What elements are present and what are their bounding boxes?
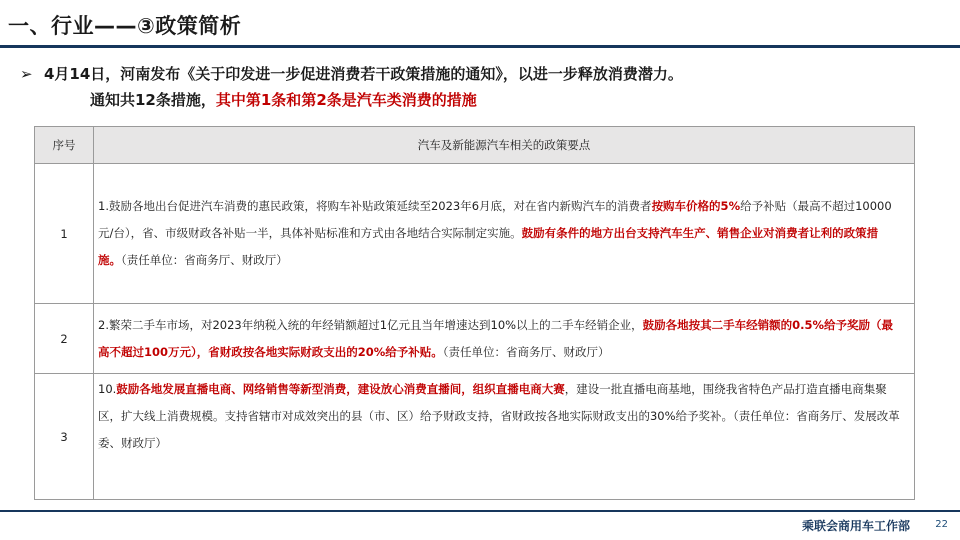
- highlight-segment: 鼓励有条件的地方出台支持汽车生产、销售企业对消费者让利的政策措施。: [98, 226, 879, 267]
- table-header-row: [35, 127, 915, 164]
- text-segment: 2.繁荣二手车市场，对2023年纳税入统的年经销额超过1亿元且当年增速达到10%以上的二手车经销企业，: [98, 317, 643, 332]
- footer-org: 乘联会商用车工作部: [801, 519, 910, 533]
- highlight-segment: 鼓励各地按其二手车经销额的0.5%给予奖励（最高不超过100万元），省财政按各地实际财政支出的20%给予补贴。: [98, 317, 894, 359]
- intro-line-1: [20, 63, 683, 84]
- page-title: 一、行业——③政策简析: [8, 14, 242, 38]
- intro-line-2: [90, 89, 477, 110]
- row-number: 3: [35, 374, 94, 500]
- header-policy: 汽车及新能源汽车相关的政策要点: [94, 127, 915, 164]
- row-number: 1: [35, 164, 94, 304]
- table-row: [35, 374, 915, 500]
- table-row: [35, 164, 915, 304]
- policy-table: [34, 126, 915, 500]
- row-number: 2: [35, 304, 94, 374]
- text-segment: ，建设一批直播电商基地，围绕我省特色产品打造直播电商集聚区，扩大线上消费规模。支持省辖市对成效突出的县（市、区）给予财政支持，省财政按各地实际财政支出的30%给予奖补。（责任单位：省商务厅、发展改革委、财政厅）: [98, 382, 900, 450]
- footer-divider: [0, 510, 960, 512]
- text-segment: （责任单位：省商务厅、财政厅）: [442, 344, 610, 359]
- header-seq: 序号: [35, 127, 94, 164]
- arrow-bullet-icon: ➢: [20, 65, 33, 83]
- text-segment: 给予补贴（最高不超过10000元/台），省、市级财政各补贴一半，具体补贴标准和方式由各地结合实际制定实施。: [98, 199, 892, 240]
- intro-text-2: 通知共12条措施，: [90, 91, 216, 109]
- highlight-segment: 按购车价格的5%: [651, 199, 741, 213]
- title-divider: [0, 45, 960, 48]
- intro-highlight: 其中第1条和第2条是汽车类消费的措施: [215, 91, 477, 109]
- intro-text-1: 4月14日，河南发布《关于印发进一步促进消费若干政策措施的通知》，以进一步释放消费潜力。: [44, 65, 683, 83]
- row-content: [94, 304, 915, 374]
- page-number: 22: [935, 519, 948, 530]
- table-row: [35, 304, 915, 374]
- text-segment: （责任单位：省商务厅、财政厅）: [121, 253, 288, 267]
- text-segment: 1.鼓励各地出台促进汽车消费的惠民政策，将购车补贴政策延续至2023年6月底，对在省内新购汽车的消费者: [98, 199, 652, 213]
- row-content: [94, 164, 915, 304]
- highlight-segment: 鼓励各地发展直播电商、网络销售等新型消费，建设放心消费直播间，组织直播电商大赛: [116, 382, 565, 396]
- text-segment: 10.: [98, 382, 117, 396]
- row-content: [94, 374, 915, 500]
